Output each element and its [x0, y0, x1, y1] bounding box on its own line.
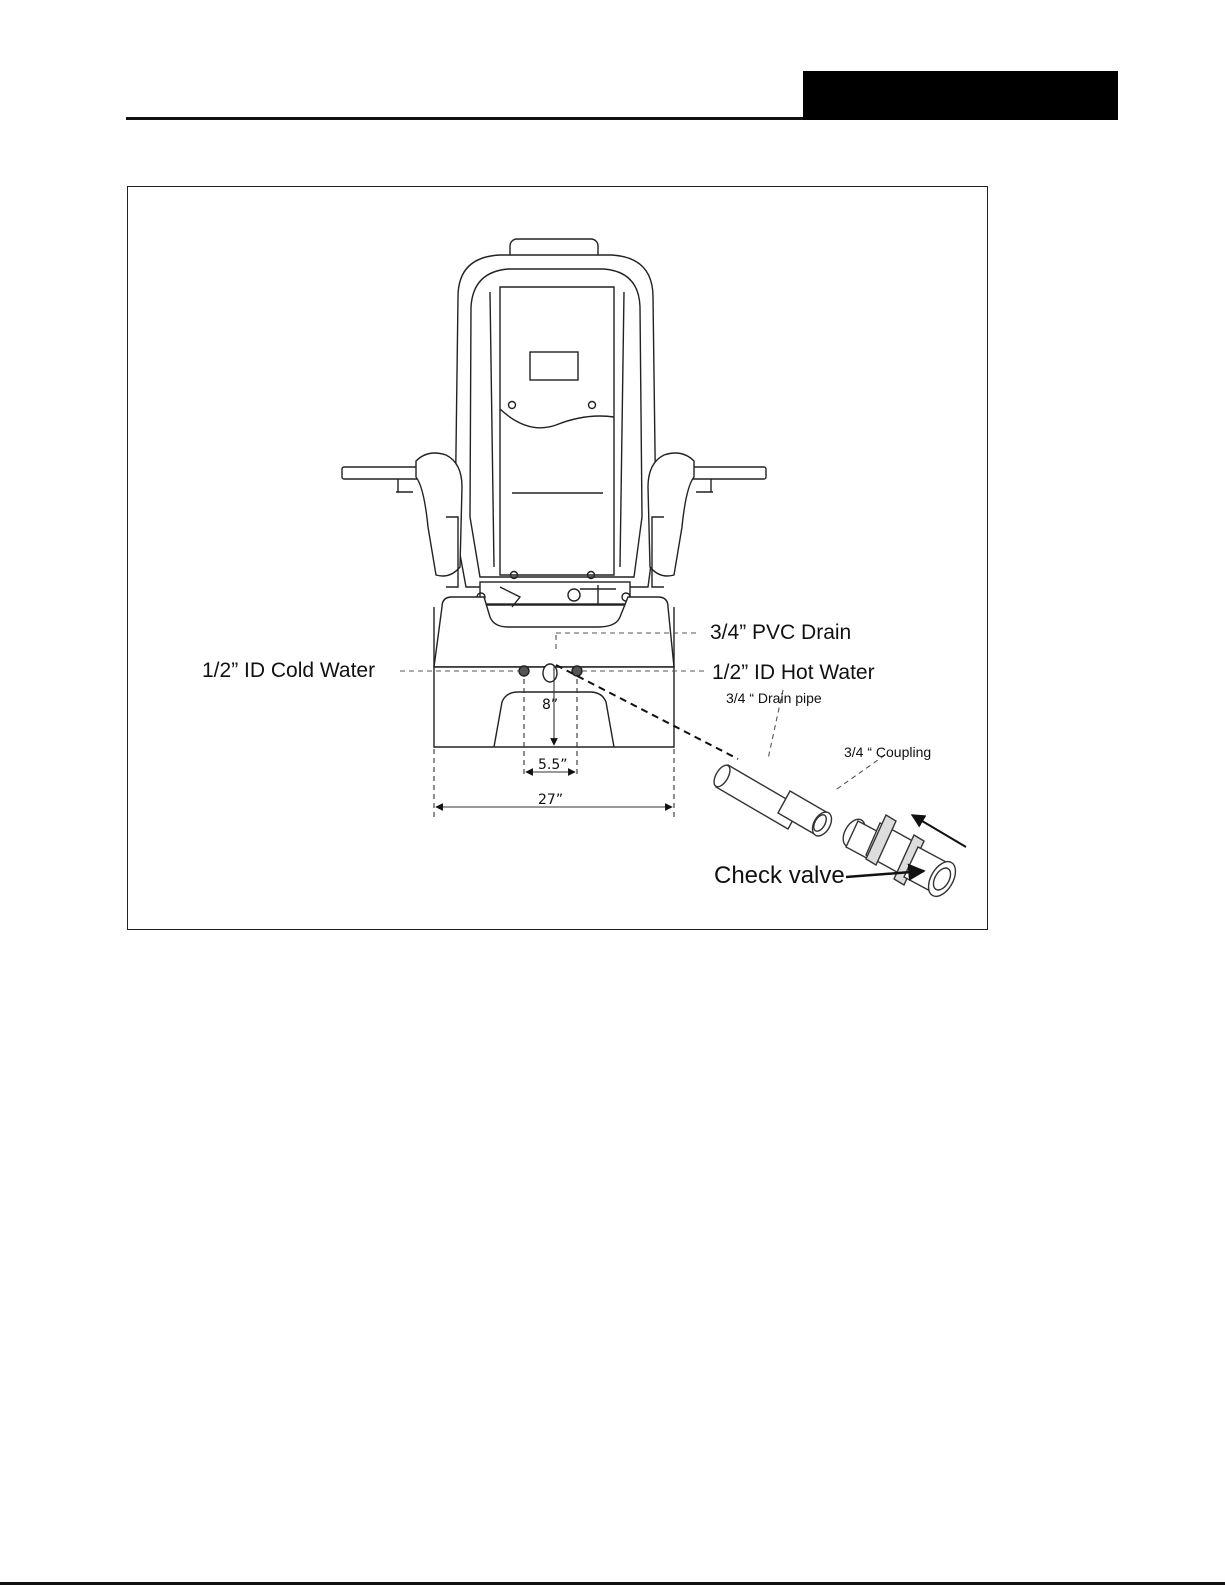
header-section-tab	[803, 71, 1118, 120]
pedicure-chair-plumbing-diagram	[128, 187, 989, 931]
check-valve-drawing	[839, 815, 961, 901]
drain-pipe-label: 3/4 “ Drain pipe	[726, 690, 822, 706]
header-rule	[126, 117, 803, 120]
dimension-height-8-label: 8”	[542, 697, 559, 713]
dimension-width-27-label: 27”	[538, 792, 564, 808]
coupling-drawing	[778, 791, 835, 839]
dimension-spacing-5-5-label: 5.5”	[538, 757, 568, 773]
hot-water-label: 1/2” ID Hot Water	[712, 661, 875, 684]
check-valve-label: Check valve	[714, 862, 845, 889]
pvc-drain-label: 3/4” PVC Drain	[710, 621, 852, 644]
installation-diagram-frame	[127, 186, 988, 930]
cold-water-label: 1/2” ID Cold Water	[202, 659, 376, 682]
coupling-label: 3/4 “ Coupling	[844, 744, 932, 760]
